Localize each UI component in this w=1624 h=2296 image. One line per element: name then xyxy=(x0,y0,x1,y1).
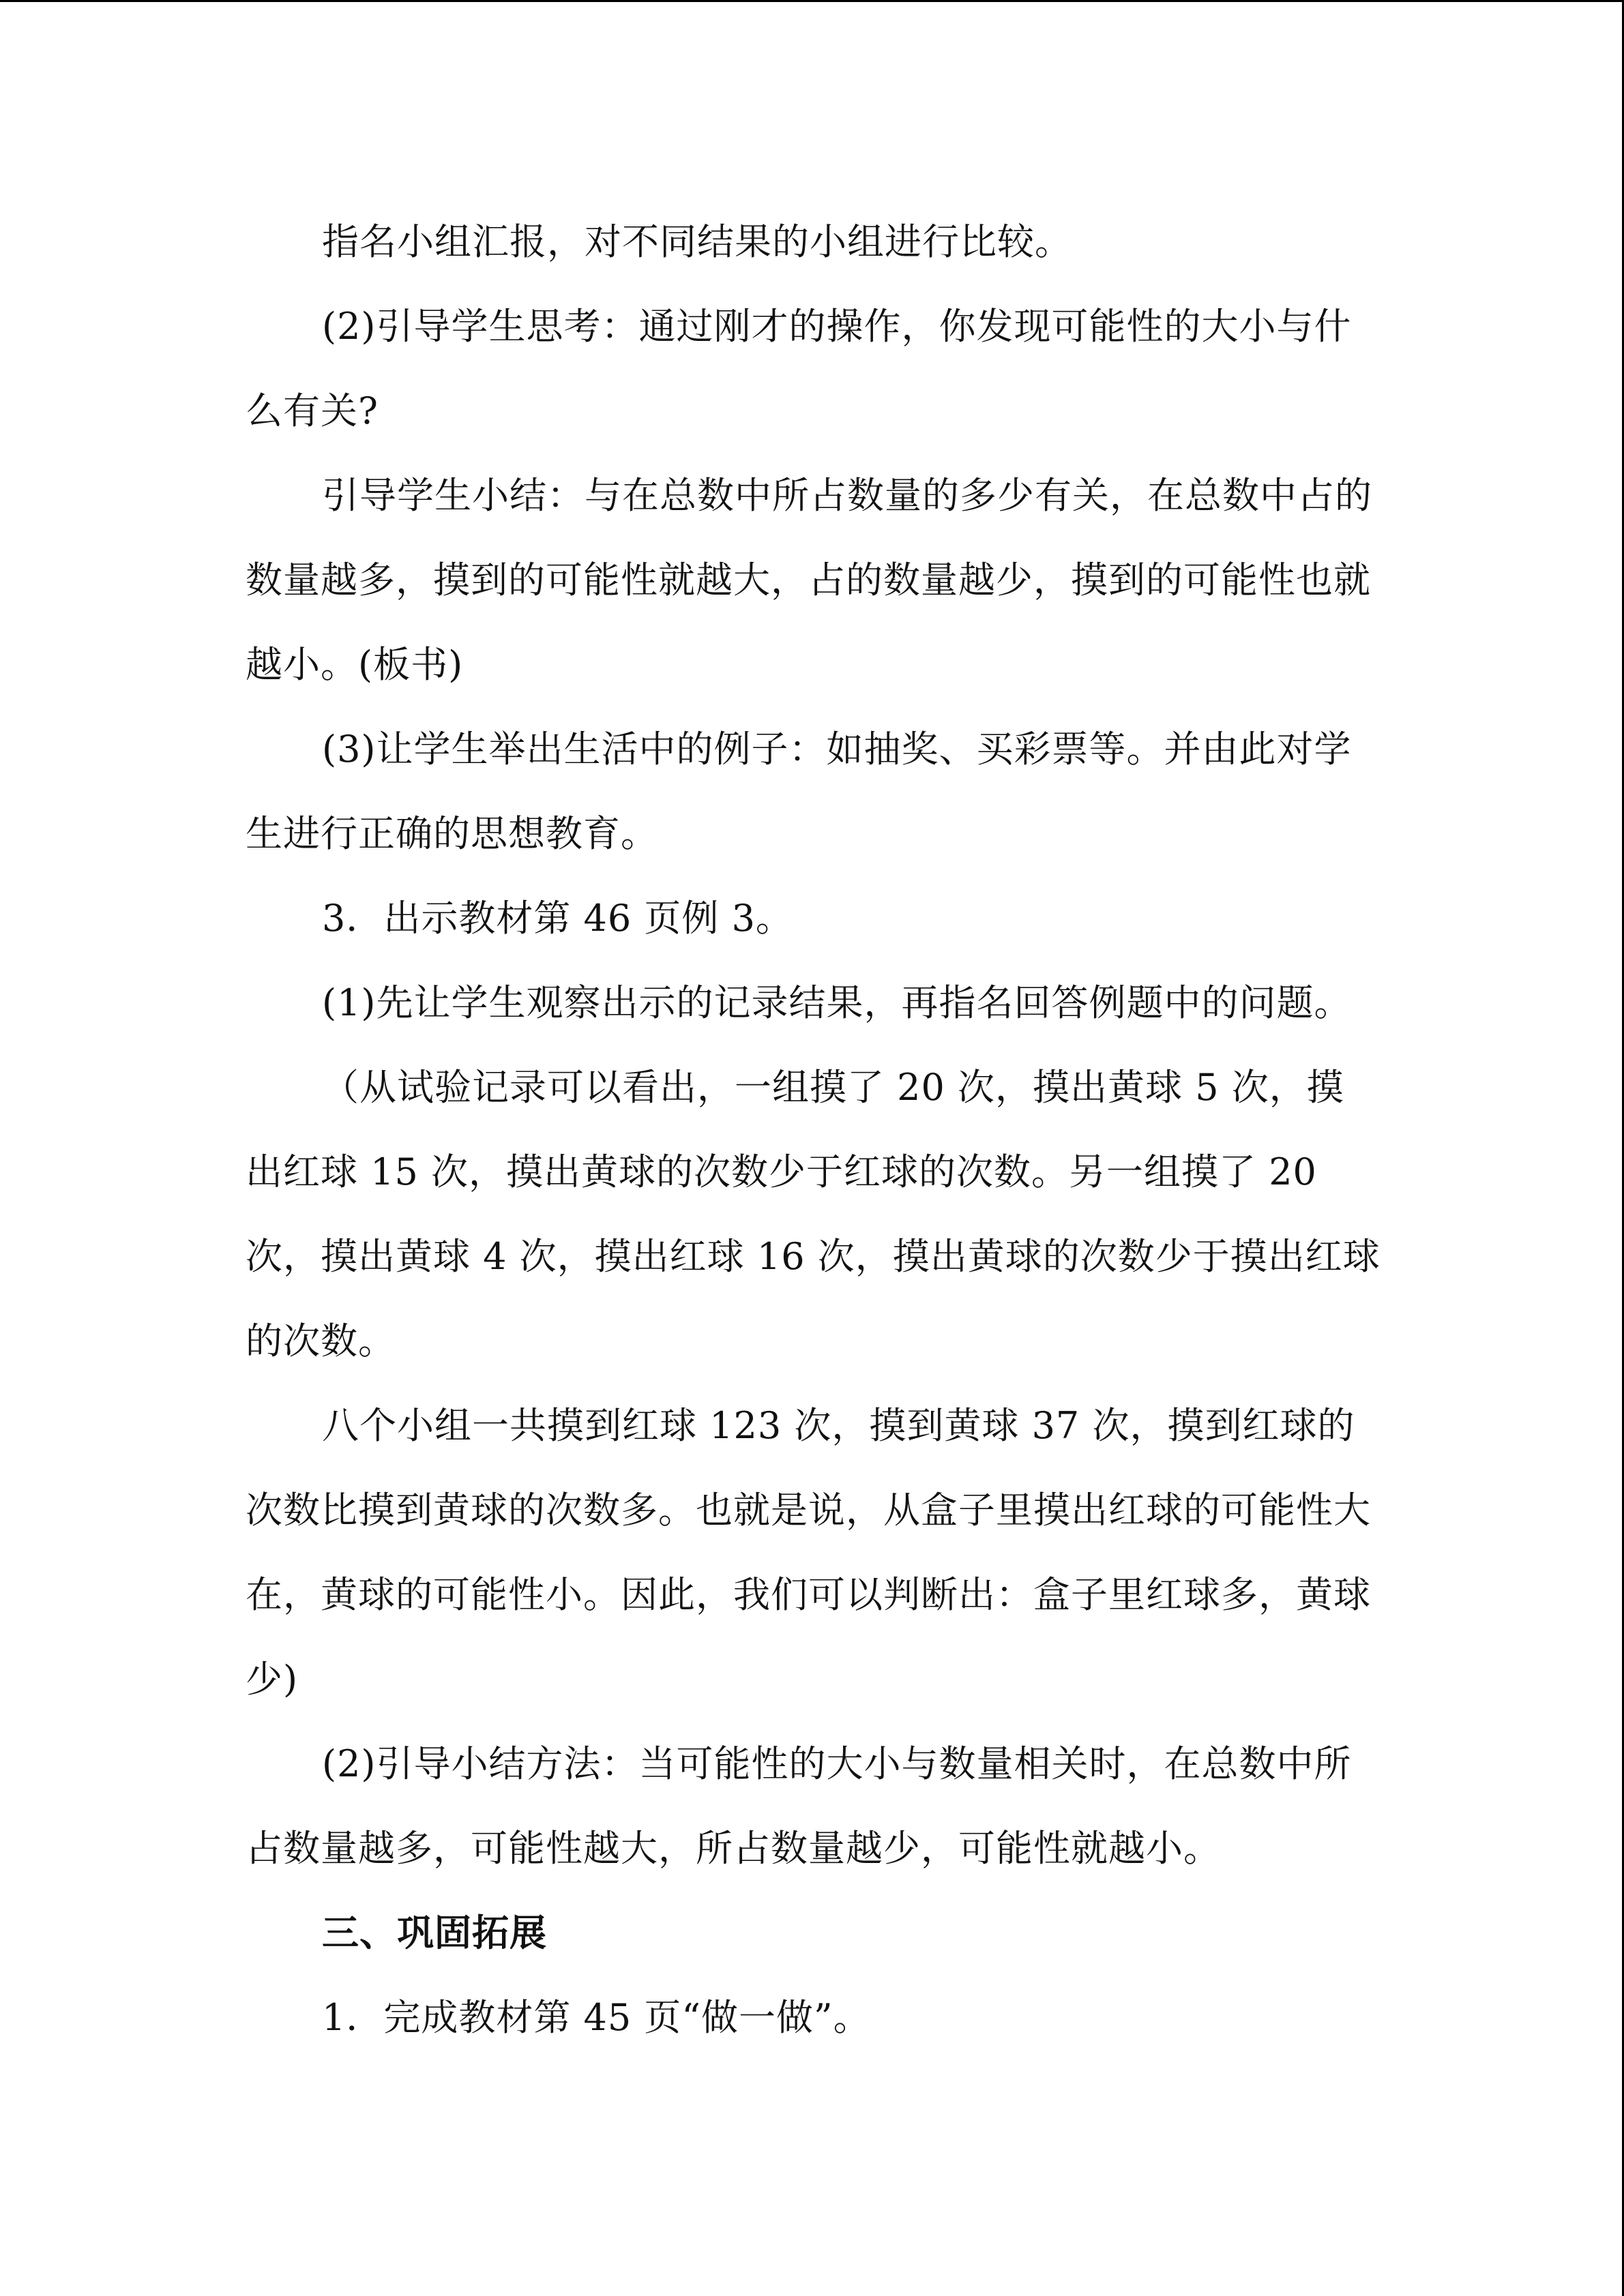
paragraph-method-summary: (2)引导小结方法：当可能性的大小与数量相关时，在总数中所占数量越多，可能性越大，所占数量越少，可能性就越小。 xyxy=(246,1742,1352,1870)
document-body xyxy=(246,200,1381,2060)
paragraph-group-report: 指名小组汇报，对不同结果的小组进行比较。 xyxy=(322,220,1072,263)
paragraph-experiment-records: （从试验记录可以看出，一组摸了 20 次，摸出黄球 5 次，摸出红球 15 次，摸出黄球的次数少于红球的次数。另一组摸了 20 次，摸出黄球 4 次，摸出红球 16 次，摸出黄球的次数少于摸出红球的次数。 xyxy=(246,1066,1381,1362)
paragraph-guide-thinking: (2)引导学生思考：通过刚才的操作，你发现可能性的大小与什么有关? xyxy=(246,305,1352,432)
paragraph-life-examples: (3)让学生举出生活中的例子：如抽奖、买彩票等。并由此对学生进行正确的思想教育。 xyxy=(246,728,1352,855)
paragraph-do-exercise: 1．完成教材第 45 页“做一做”。 xyxy=(322,1996,871,2039)
paragraph-example-3: 3．出示教材第 46 页例 3。 xyxy=(322,897,793,940)
paragraph-summary: 引导学生小结：与在总数中所占数量的多少有关，在总数中占的数量越多，摸到的可能性就越大，占的数量越少，摸到的可能性也就越小。(板书) xyxy=(246,474,1372,686)
section-heading: 三、巩固拓展 xyxy=(322,1911,547,1954)
paragraph-eight-groups: 八个小组一共摸到红球 123 次，摸到黄球 37 次，摸到红球的次数比摸到黄球的次数多。也就是说，从盒子里摸出红球的可能性大在，黄球的可能性小。因此，我们可以判断出：盒子里红球多，黄球少) xyxy=(246,1404,1371,1701)
paragraph-observe-records: (1)先让学生观察出示的记录结果，再指名回答例题中的问题。 xyxy=(322,981,1352,1024)
